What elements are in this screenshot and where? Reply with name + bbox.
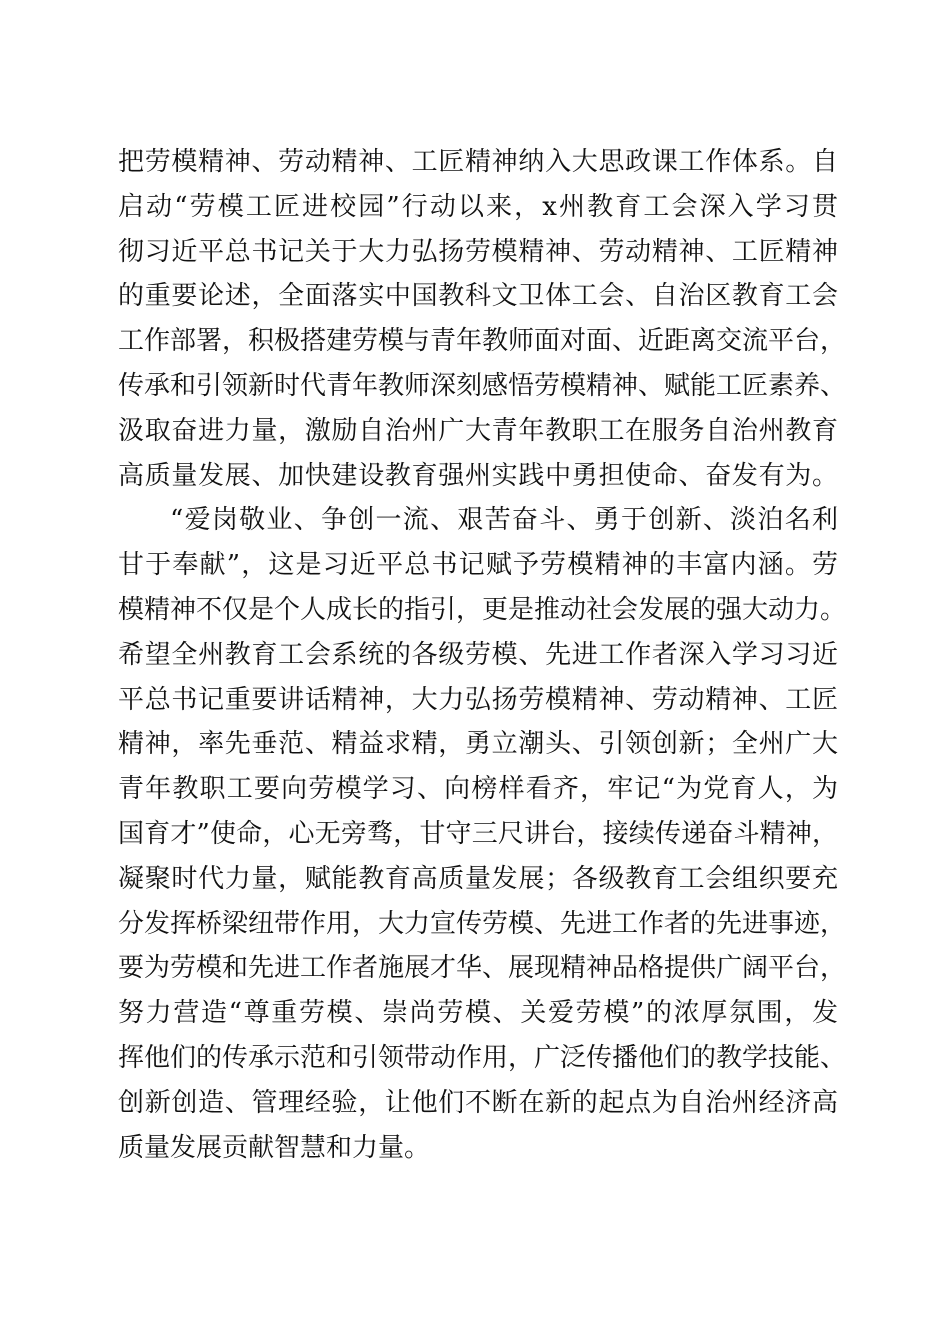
text-line: 精神，率先垂范、精益求精，勇立潮头、引领创新；全州广大 [118,729,838,760]
text-line: 质量发展贡献智慧和力量。 [118,1132,431,1163]
text-line: 国育才”使命，心无旁骛，甘守三尺讲台，接续传递奋斗精神， [118,818,838,849]
text-line: 努力营造“尊重劳模、崇尚劳模、关爱劳模”的浓厚氛围，发 [118,998,838,1029]
text-line: 传承和引领新时代青年教师深刻感悟劳模精神、赋能工匠素养、 [118,370,847,401]
text-line: 希望全州教育工会系统的各级劳模、先进工作者深入学习习近 [118,639,838,670]
text-line: 青年教职工要向劳模学习、向榜样看齐，牢记“为党育人，为 [118,774,838,805]
text-line: 创新创造、管理经验，让他们不断在新的起点为自治州经济高 [118,1087,838,1118]
text-line: 要为劳模和先进工作者施展才华、展现精神品格提供广阔平台， [118,953,847,984]
paragraph-2 [118,498,847,1170]
text-line: 高质量发展、加快建设教育强州实践中勇担使命、奋发有为。 [118,460,838,491]
text-line: 甘于奉献”，这是习近平总书记赋予劳模精神的丰富内涵。劳 [118,550,838,581]
text-line: 启动“劳模工匠进校园”行动以来，x州教育工会深入学习贯 [118,191,838,222]
text-line: 挥他们的传承示范和引领带动作用，广泛传播他们的教学技能、 [118,1042,847,1073]
text-line: 模精神不仅是个人成长的指引，更是推动社会发展的强大动力。 [118,594,847,625]
text-line: 分发挥桥梁纽带作用，大力宣传劳模、先进工作者的先进事迹， [118,908,847,939]
text-line: 的重要论述，全面落实中国教科文卫体工会、自治区教育工会 [118,281,838,312]
text-line: 平总书记重要讲话精神，大力弘扬劳模精神、劳动精神、工匠 [118,684,838,715]
paragraph-1 [118,140,847,498]
text-line: 把劳模精神、劳动精神、工匠精神纳入大思政课工作体系。自 [118,147,838,177]
text-line: 工作部署，积极搭建劳模与青年教师面对面、近距离交流平台， [118,326,847,357]
document-body [118,140,847,1170]
text-line: “爱岗敬业、争创一流、艰苦奋斗、勇于创新、淡泊名利 [170,505,838,536]
text-line: 彻习近平总书记关于大力弘扬劳模精神、劳动精神、工匠精神 [118,236,838,267]
text-line: 凝聚时代力量，赋能教育高质量发展；各级教育工会组织要充 [118,863,838,894]
text-line: 汲取奋进力量，激励自治州广大青年教职工在服务自治州教育 [118,415,838,446]
